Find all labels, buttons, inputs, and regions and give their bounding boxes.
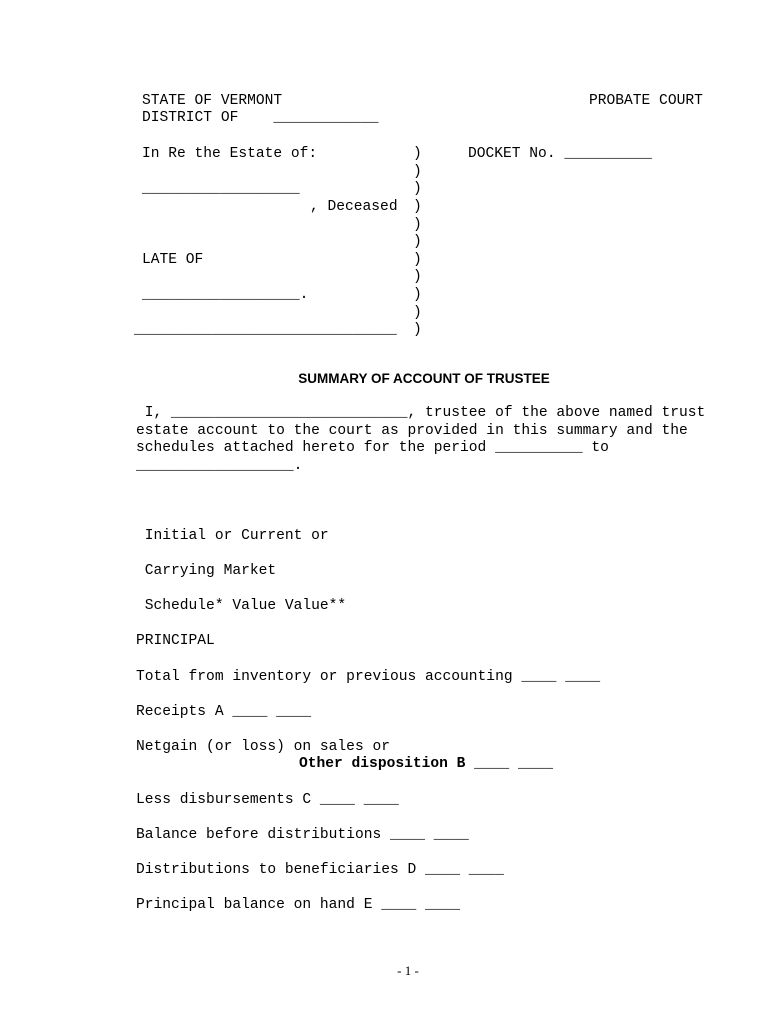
page-number: - 1 - (397, 963, 419, 978)
caption-paren: ) (413, 287, 422, 303)
column-heading: Schedule* Value Value** (136, 598, 347, 614)
column-heading: Carrying Market (136, 563, 277, 579)
docket-number-field: DOCKET No. __________ (468, 146, 652, 162)
caption-paren: ) (413, 181, 422, 197)
intro-line: I, ___________________________, trustee of the above named trust (136, 405, 706, 421)
caption-paren: ) (413, 322, 422, 338)
account-row: Netgain (or loss) on sales or (136, 739, 390, 755)
column-heading: Initial or Current or (136, 528, 329, 544)
state-heading: STATE OF VERMONT (142, 93, 283, 109)
caption-paren: ) (413, 164, 422, 180)
caption-paren: ) (413, 199, 422, 215)
court-heading: PROBATE COURT (589, 93, 703, 109)
account-row: Total from inventory or previous accounting ____ ____ (136, 669, 601, 685)
caption-paren: ) (413, 269, 422, 285)
caption-paren: ) (413, 234, 422, 250)
decedent-name-blank: __________________ (142, 181, 300, 197)
account-row: Principal balance on hand E ____ ____ (136, 897, 461, 913)
account-row: Less disbursements C ____ ____ (136, 792, 399, 808)
caption-paren: ) (413, 305, 422, 321)
account-row: Receipts A ____ ____ (136, 704, 312, 720)
caption-paren: ) (413, 217, 422, 233)
document-title: SUMMARY OF ACCOUNT OF TRUSTEE (298, 371, 550, 386)
account-row: Distributions to beneficiaries D ____ ____ (136, 862, 504, 878)
in-re-label: In Re the Estate of: (142, 146, 318, 162)
district-line: DISTRICT OF ____________ (142, 110, 379, 126)
intro-line: __________________. (136, 458, 303, 474)
caption-bottom-rule: ______________________________ (134, 322, 397, 338)
late-of-blank: __________________. (142, 287, 309, 303)
principal-heading: PRINCIPAL (136, 633, 215, 649)
caption-paren: ) (413, 252, 422, 268)
deceased-label: , Deceased (310, 199, 398, 215)
late-of-label: LATE OF (142, 252, 204, 268)
intro-line: estate account to the court as provided in this summary and the (136, 423, 688, 439)
intro-line: schedules attached hereto for the period __________ to (136, 440, 609, 456)
account-row: Balance before distributions ____ ____ (136, 827, 469, 843)
other-disposition-row: Other disposition B ____ ____ (299, 756, 553, 772)
caption-paren: ) (413, 146, 422, 162)
